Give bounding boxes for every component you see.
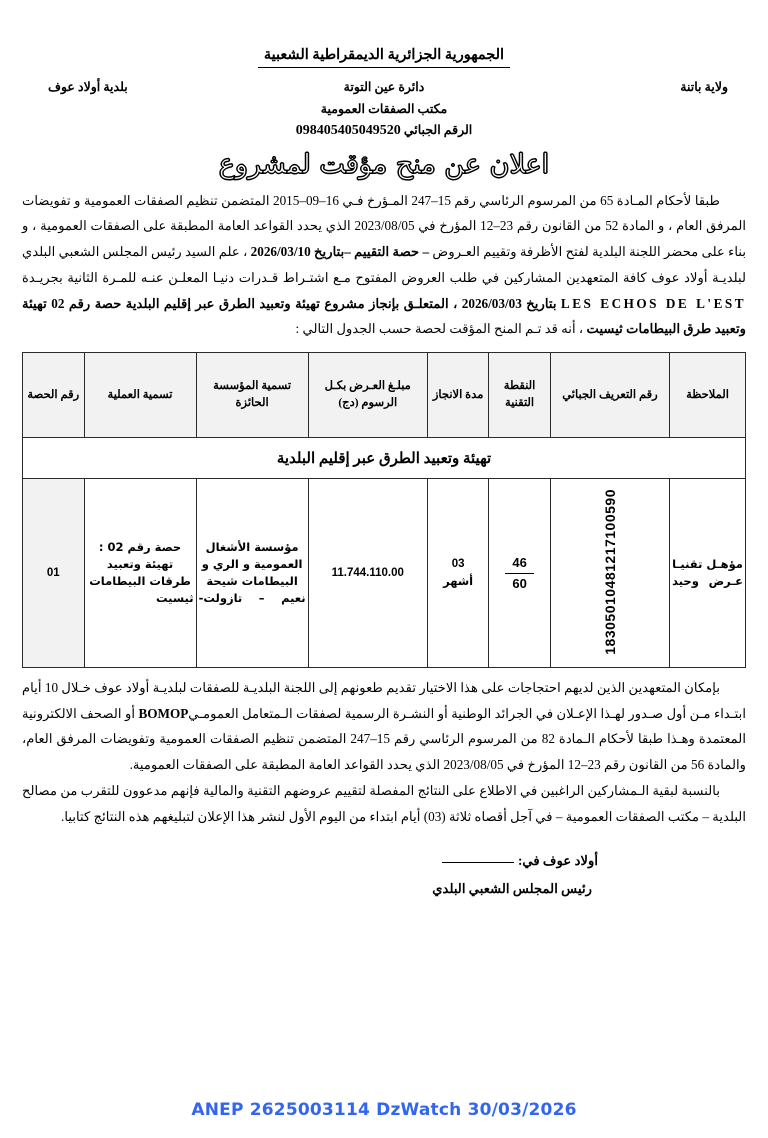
- signature-title: رئيس المجلس الشعبي البلدي: [432, 881, 592, 897]
- body-segment-5: ، المتعلـق بإنجاز مشروع تهيئة وتعبيد الطرق عبر إقليم البلدية حصة رقم 02 تهيئة وتعبيد طرق البيطامات ثيسيت: [22, 295, 746, 337]
- page-title: اعلان عن منح مؤقت لمشروع: [218, 148, 550, 180]
- project-group-label: تهيئة وتعبيد الطرق عبر إقليم البلدية: [23, 438, 746, 479]
- cell-institution: مؤسسة الأشغال العمومية و الري و البيطامات شيحة نعيم – تازولت-: [196, 479, 308, 668]
- column-header-operation: تسمية العملية: [84, 353, 196, 438]
- bomop-label: BOMOP: [138, 705, 189, 721]
- announcement-paragraph: [22, 188, 746, 342]
- body-segment-3: ، علم السيد رئيس المجلس الشعبي البلدي لبلديـة أولاد عوف كافة المتعهدين المشاركين في طلب العروض المفتوح مـع اشتـراط قـدرات دنيـا المعلـن عنـه للمـرة الثانية بجريـدة: [22, 244, 746, 285]
- signature-place-line: [22, 847, 598, 875]
- column-header-tech-score: النقطة التقنية: [489, 353, 550, 438]
- cell-lot-number: 01: [23, 479, 85, 668]
- column-header-note: الملاحظة: [670, 353, 746, 438]
- body-segment-2: بتاريخ: [310, 244, 345, 260]
- signature-block: [22, 847, 746, 902]
- cell-tech-score: [489, 479, 550, 668]
- column-header-lot-number: رقم الحصة: [23, 353, 85, 438]
- award-table: [22, 352, 746, 668]
- body-segment-4: بتاريخ: [521, 295, 561, 311]
- table-group-row: [23, 438, 746, 479]
- anep-footer: ANEP 2625003114 DzWatch 30/03/2026: [191, 1100, 577, 1120]
- cell-amount: 11.744.110.00: [308, 479, 427, 668]
- appeal-segment-2: أو الصحف الالكترونية المعتمدة وهـذا طبقا لأحكام الـمادة 82 من المرسوم الرئاسي رقم 15–247 المتضمن تنظيم الصفقات العمومية وتفويضات المرفق العام، والمادة 56 من القانون رقم 23–12 المؤرخ في 2023/08/05 الذي يحدد القواعد العامة المطبقة على الصفقات العمومية.: [22, 705, 746, 773]
- fiscal-number-line: [22, 122, 746, 139]
- duration-unit: أشهر: [443, 574, 474, 588]
- tech-score-numerator: 46: [505, 554, 533, 574]
- fiscal-number-value: 098405405049520: [295, 122, 401, 138]
- footer-notes: [22, 675, 746, 829]
- results-paragraph: بالنسبة لبقية الـمشاركين الراغبين في الاطلاع على النتائج المفصلة لتقييم عروضهم التقنية والمالية فإنهم مدعوون للتقرب من مصالح البلدية – مكتب الصفقات العمومية – في آجل أقصاه ثلاثة (03) أيام ابتداء من اليوم الأول لنشر هذا الإعلان لتبليغهم هذه النتائج كتابيا.: [22, 782, 746, 824]
- table-header-row: [23, 353, 746, 438]
- cell-fiscal-id: [550, 479, 669, 668]
- cell-operation: حصة رقم 02 : تهيئة وتعبيد طرقات البيطامات ثيسيت: [84, 479, 196, 668]
- tech-score-fraction: [505, 554, 533, 592]
- fiscal-id-value: 18305010481217100590: [601, 488, 618, 655]
- column-header-institution: تسمية المؤسسة الحائزة: [196, 353, 308, 438]
- column-header-duration: مدة الانجاز: [427, 353, 488, 438]
- table-body: [23, 438, 746, 668]
- fiscal-number-label: الرقم الجبائي: [403, 122, 473, 137]
- body-segment-6: ، أنه قد تـم المنح المؤقت لحصة حسب الجدول التالي :: [295, 321, 584, 337]
- signature-date-rule: [442, 861, 514, 863]
- newspaper-name: LES ECHOS DE L'EST: [560, 295, 747, 311]
- cell-note: مؤهـل تقنيـا عـرض وحيد: [670, 479, 746, 668]
- daira-label: دائرة عين التوتة: [343, 79, 425, 94]
- announcement-body: [22, 188, 746, 342]
- appeal-paragraph: [22, 675, 746, 778]
- body-segment-1: طبقا لأحكام المـادة 65 من المرسوم الرئاسي رقم 15–247 المـؤرخ فـي 16–09–2015 المتضمن تنظيم الصفقات العمومية و تفويضات المرفق العام ، و المادة 52 من القانون رقم 23–12 المؤرخ في 2023/08/05 الذي يحدد القواعد العامة المطبقة على الصفقات العمومية ، و بناء على محضر اللجنة البلدية لفتح الأظرفة وتقييم العـروض: [22, 192, 747, 260]
- table-row: [23, 479, 746, 668]
- table-header: [23, 353, 746, 438]
- cell-duration: [427, 479, 488, 668]
- administrative-row: [22, 79, 746, 96]
- office-label: مكتب الصفقات العمومية: [320, 101, 448, 116]
- masthead: [22, 0, 746, 139]
- column-header-fiscal-id: رقم التعريف الجبائي: [550, 353, 669, 438]
- republic-heading: الجمهورية الجزائرية الديمقراطية الشعبية: [258, 46, 510, 68]
- signature-place-label: أولاد عوف في:: [517, 853, 598, 869]
- wilaya-label: ولاية باتنة: [680, 79, 728, 94]
- column-header-amount: مبلـغ العـرض بكـل الرسوم (دج): [308, 353, 427, 438]
- tech-score-denominator: 60: [512, 575, 527, 591]
- evaluation-lot-label: – حصة التقييم –: [344, 244, 430, 260]
- publication-date: 2026/03/03: [461, 295, 522, 311]
- baladia-label: بلدية أولاد عوف: [48, 79, 128, 94]
- duration-value: 03: [451, 558, 465, 571]
- evaluation-date: 2026/03/10: [250, 244, 311, 260]
- appeal-segment-1: بإمكان المتعهدين الذين لديهم احتجاجات على هذا الاختيار تقديم طعونهم إلى اللجنة البلديـة للصفقات لبلديـة أولاد عوف خـلال 10 أيام ابتـداء مـن أول صـدور لهـذا الإعـلان في الجرائد الوطنية أو النشـرة الرسمية لصفقات الـمتعامل العمومـي: [22, 680, 746, 721]
